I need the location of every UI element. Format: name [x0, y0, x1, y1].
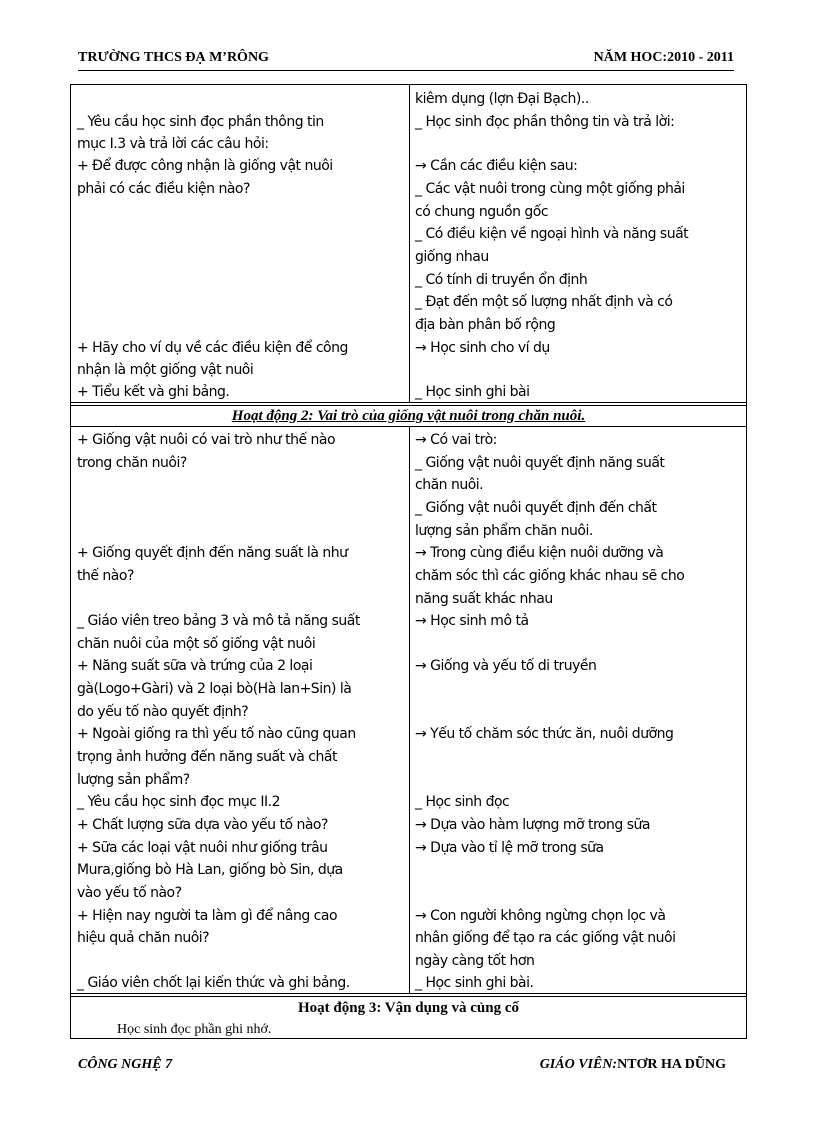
student-activity: ngày càng tốt hơn [415, 953, 535, 969]
student-activity: → Học sinh cho ví dụ [415, 340, 550, 356]
student-activity: _ Học sinh ghi bài. [415, 975, 534, 991]
student-activity: → Con người không ngừng chọn lọc và [415, 908, 666, 924]
student-activity: _ Các vật nuôi trong cùng một giống phải [415, 181, 685, 197]
student-activity: _ Giống vật nuôi quyết định đến chất [415, 500, 657, 516]
column-divider [409, 426, 410, 994]
section-note: Học sinh đọc phần ghi nhớ. [117, 1022, 272, 1037]
teacher-activity: + Để được công nhận là giống vật nuôi [77, 158, 333, 174]
teacher-activity: hiệu quả chăn nuôi? [77, 930, 210, 946]
student-activity: → Trong cùng điều kiện nuôi dưỡng và [415, 545, 664, 561]
student-activity: → Cần các điều kiện sau: [415, 158, 578, 174]
school-year: NĂM HOC:2010 - 2011 [593, 50, 734, 65]
teacher-activity: nhận là một giống vật nuôi [77, 362, 254, 378]
teacher-activity: + Chất lượng sữa dựa vào yếu tố nào? [77, 817, 328, 833]
teacher-activity: gà(Logo+Gàri) và 2 loại bò(Hà lan+Sin) là [77, 681, 352, 697]
student-activity: chăn nuôi. [415, 477, 484, 493]
student-activity: chăm sóc thì các giống khác nhau sẽ cho [415, 568, 685, 584]
student-activity: → Yếu tố chăm sóc thức ăn, nuôi dưỡng [415, 726, 674, 742]
student-activity: → Dựa vào tỉ lệ mỡ trong sữa [415, 840, 604, 856]
teacher-activity: do yếu tố nào quyết định? [77, 704, 249, 720]
student-activity: _ Giống vật nuôi quyết định năng suất [415, 455, 665, 471]
student-activity: địa bàn phân bố rộng [415, 317, 556, 333]
student-activity: nhân giống để tạo ra các giống vật nuôi [415, 930, 676, 946]
teacher-activity: + Giống quyết định đến năng suất là như [77, 545, 348, 561]
page-footer [78, 1057, 726, 1077]
student-activity: → Học sinh mô tả [415, 613, 529, 629]
teacher-activity: chăn nuôi của một số giống vật nuôi [77, 636, 316, 652]
teacher-credit [540, 1057, 726, 1073]
subject-name: CÔNG NGHỆ 7 [78, 1057, 173, 1072]
student-activity: → Dựa vào hàm lượng mỡ trong sữa [415, 817, 650, 833]
teacher-activity: thế nào? [77, 568, 134, 584]
student-activity: năng suất khác nhau [415, 591, 553, 607]
section-title: Hoạt động 3: Vận dụng và củng cố [297, 1000, 520, 1016]
teacher-label: GIÁO VIÊN: [539, 1057, 618, 1072]
student-activity: _ Đạt đến một số lượng nhất định và có [415, 294, 673, 310]
teacher-activity: + Giống vật nuôi có vai trò như thế nào [77, 432, 336, 448]
teacher-activity: _ Giáo viên treo bảng 3 và mô tả năng suất [77, 613, 360, 629]
teacher-activity: + Năng suất sữa và trứng của 2 loại [77, 658, 313, 674]
student-activity: _ Có tính di truyền ổn định [415, 272, 588, 288]
teacher-activity: + Ngoài giống ra thì yếu tố nào cũng quan [77, 726, 356, 742]
student-activity: _ Học sinh ghi bài [415, 384, 530, 400]
student-activity: có chung nguồn gốc [415, 204, 549, 220]
teacher-activity: _ Yêu cầu học sinh đọc mục II.2 [77, 794, 281, 810]
lesson-table [70, 84, 747, 1039]
teacher-activity: _ Giáo viên chốt lại kiến thức và ghi bảng. [77, 975, 350, 991]
teacher-activity: + Hãy cho ví dụ về các điều kiện để công [77, 340, 348, 356]
student-activity: giống nhau [415, 249, 489, 265]
student-activity: → Có vai trò: [415, 432, 497, 448]
teacher-activity: + Tiểu kết và ghi bảng. [77, 384, 230, 400]
student-activity: _ Học sinh đọc phần thông tin và trả lời: [415, 114, 675, 130]
student-activity: → Giống và yếu tố di truyền [415, 658, 597, 674]
section-title: Hoạt động 2: Vai trò của giống vật nuôi trong chăn nuôi. [231, 408, 586, 424]
student-activity: _ Học sinh đọc [415, 794, 510, 810]
school-name: TRƯỜNG THCS ĐẠ M’RÔNG [78, 50, 269, 65]
teacher-activity: phải có các điều kiện nào? [77, 181, 250, 197]
student-activity: lượng sản phẩm chăn nuôi. [415, 523, 593, 539]
teacher-activity: + Sữa các loại vật nuôi như giống trâu [77, 840, 328, 856]
teacher-activity: trọng ảnh hưởng đến năng suất và chất [77, 749, 337, 765]
column-divider [409, 85, 410, 403]
teacher-activity: mục I.3 và trả lời các câu hỏi: [77, 136, 269, 152]
teacher-activity: vào yếu tố nào? [77, 885, 182, 901]
teacher-name: NTƠR HA DŨNG [617, 1057, 726, 1072]
teacher-activity: _ Yêu cầu học sinh đọc phần thông tin [77, 114, 324, 130]
page-header [78, 50, 734, 71]
teacher-activity: lượng sản phẩm? [77, 772, 190, 788]
teacher-activity: trong chăn nuôi? [77, 455, 187, 471]
teacher-activity: Mura,giống bò Hà Lan, giống bò Sin, dựa [77, 862, 343, 878]
teacher-activity: + Hiện nay người ta làm gì để nâng cao [77, 908, 338, 924]
student-activity: _ Có điều kiện về ngoại hình và năng suất [415, 226, 689, 242]
student-activity: kiêm dụng (lợn Đại Bạch).. [415, 91, 589, 107]
